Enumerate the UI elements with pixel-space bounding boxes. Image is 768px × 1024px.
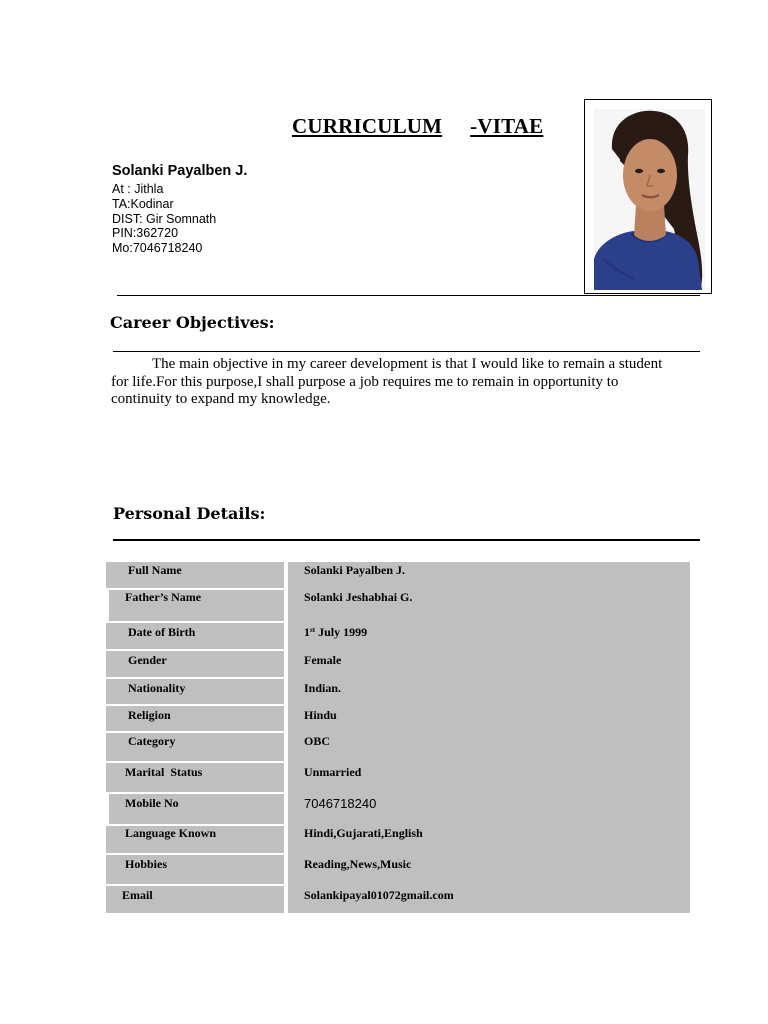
row-label: Religion [128,708,171,722]
row-value: Indian. [304,681,342,695]
row-label: Marital Status [125,765,203,779]
column-separator [284,562,288,913]
personal-details-heading: Personal Details: [113,504,266,523]
address-line: TA:Kodinar [112,196,174,211]
row-label: Date of Birth [128,625,196,639]
row-value: Solanki Jeshabhai G. [304,590,413,604]
row-value: 7046718240 [304,796,377,811]
row-separator [106,621,284,623]
personal-details-table [106,562,690,913]
row-separator [106,884,284,886]
row-label: Hobbies [125,857,168,871]
dob-suffix: st [310,626,316,634]
career-objective-text [111,356,671,409]
row-value: Reading,News,Music [304,857,412,871]
row-separator [106,761,284,763]
row-separator [106,649,284,651]
row-value [304,625,367,640]
dob-month-year: July 1999 [315,625,368,639]
title-part-2: -VITAE [470,114,544,138]
dob-day: 1 [304,625,310,639]
header-divider [117,295,700,296]
row-separator [106,853,284,855]
cell-border [106,794,109,826]
career-objectives-heading: Career Objectives: [110,313,275,332]
row-label: Email [122,888,153,902]
career-divider [113,351,700,352]
portrait-photo-icon [594,109,705,290]
address-line: At : Jithla [112,182,164,196]
row-value: Hindu [304,708,337,722]
row-label: Gender [128,653,167,667]
row-label: Language Known [125,826,217,840]
row-value: OBC [304,734,331,748]
row-value: Female [304,653,342,667]
address-line: Mo:7046718240 [112,241,203,256]
career-objective-body: The main objective in my career development is that I would like to remain a student for life.For this purpose,I shall purpose a job requires me to remain in opportunity to continuity to expand my knowledge. [111,356,663,407]
row-value: Solanki Payalben J. [304,563,406,577]
profile-photo [584,99,712,294]
row-separator [106,731,284,733]
row-value: Solankipayal01072gmail.com [304,888,454,902]
address-line: PIN:362720 [112,226,179,241]
row-separator [106,704,284,706]
address-block [112,182,216,256]
personal-divider [113,539,700,541]
row-label: Category [128,734,176,748]
row-value: Hindi,Gujarati,English [304,826,423,840]
candidate-name: Solanki Payalben J. [112,163,248,179]
row-separator [106,792,284,794]
row-label: Nationality [128,681,186,695]
row-label: Mobile No [125,796,179,810]
cell-border [106,590,109,622]
row-label: Full Name [128,563,182,577]
row-label: Father’s Name [125,590,202,604]
title-part-1: CURRICULUM [292,114,443,138]
row-separator [106,677,284,679]
row-value: Unmarried [304,765,362,779]
address-line: DIST: Gir Somnath [112,211,217,226]
page-title [292,114,543,139]
